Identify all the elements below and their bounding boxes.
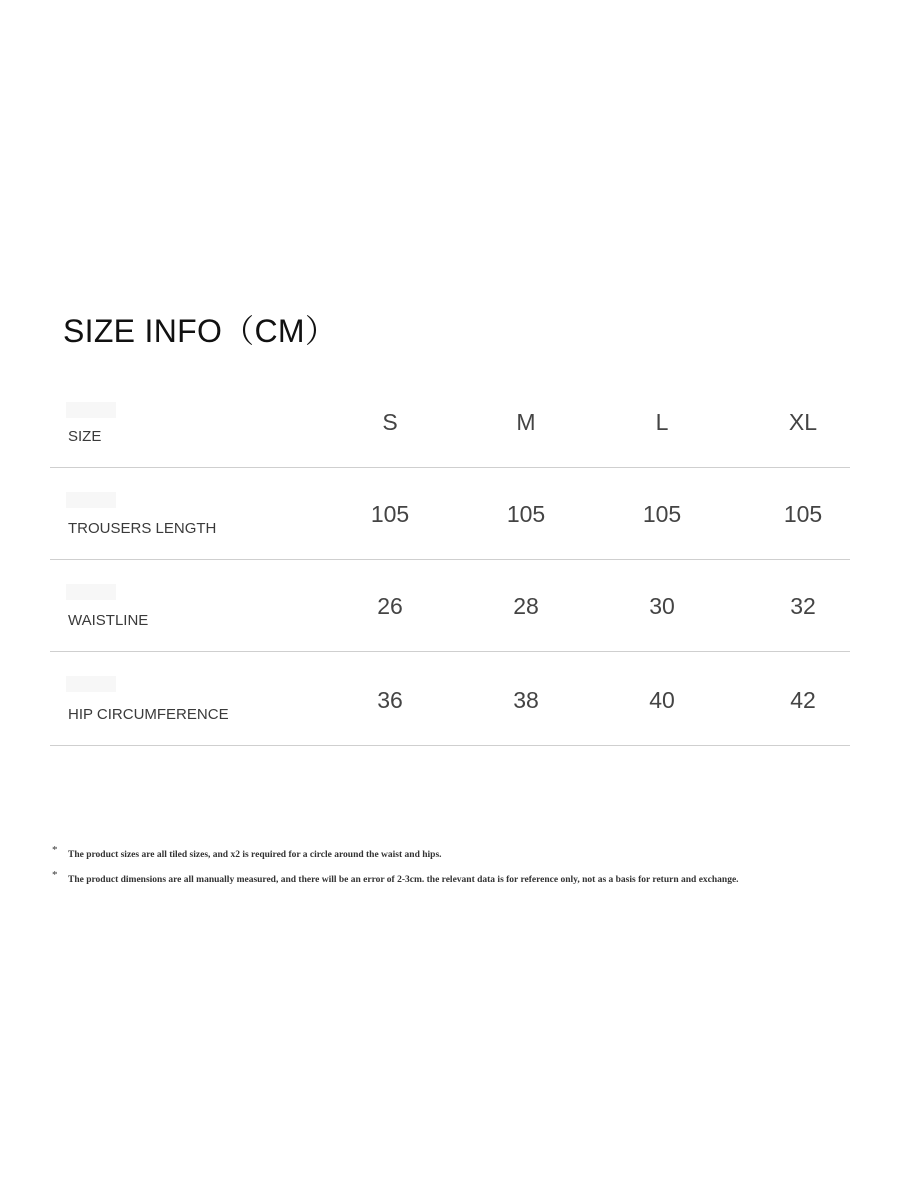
size-table — [50, 378, 850, 746]
table-row-trousers-length — [50, 468, 850, 560]
footnote — [52, 871, 852, 896]
row-label-hip-circumference: HIP CIRCUMFERENCE — [68, 706, 229, 723]
table-cell: 42 — [790, 687, 816, 713]
row-label-trousers-length: TROUSERS LENGTH — [68, 520, 217, 537]
table-cell: 105 — [642, 501, 682, 527]
size-header-l: L — [655, 409, 669, 435]
table-header-row — [50, 378, 850, 468]
table-cell: 40 — [649, 687, 675, 713]
footnotes — [52, 846, 852, 896]
table-cell: 28 — [513, 593, 539, 619]
table-row-hip-circumference — [50, 652, 850, 746]
size-header-s: S — [382, 409, 398, 435]
footnote-text: The product sizes are all tiled sizes, and x2 is required for a circle around the waist and hips. — [68, 850, 442, 860]
row-label-waistline: WAISTLINE — [68, 612, 149, 629]
table-cell: 36 — [377, 687, 403, 713]
table-cell: 105 — [506, 501, 546, 527]
size-header-xl: XL — [788, 409, 818, 435]
footnote — [52, 846, 852, 871]
table-row-waistline — [50, 560, 850, 652]
page-title: SIZE INFO（CM） — [63, 313, 338, 349]
asterisk-icon: * — [52, 844, 58, 856]
label-ghost-mark — [66, 676, 116, 692]
table-cell: 26 — [377, 593, 403, 619]
footnote-text: The product dimensions are all manually measured, and there will be an error of 2-3cm. the relevant data is for reference only, not as a basis for return and exchange. — [68, 875, 739, 885]
row-label-size: SIZE — [68, 428, 102, 445]
table-cell: 30 — [649, 593, 675, 619]
label-ghost-mark — [66, 584, 116, 600]
asterisk-icon: * — [52, 869, 58, 881]
label-ghost-mark — [66, 402, 116, 418]
table-cell: 32 — [790, 593, 816, 619]
table-cell: 105 — [370, 501, 410, 527]
size-header-m: M — [516, 409, 536, 435]
table-cell: 105 — [783, 501, 823, 527]
label-ghost-mark — [66, 492, 116, 508]
table-cell: 38 — [513, 687, 539, 713]
